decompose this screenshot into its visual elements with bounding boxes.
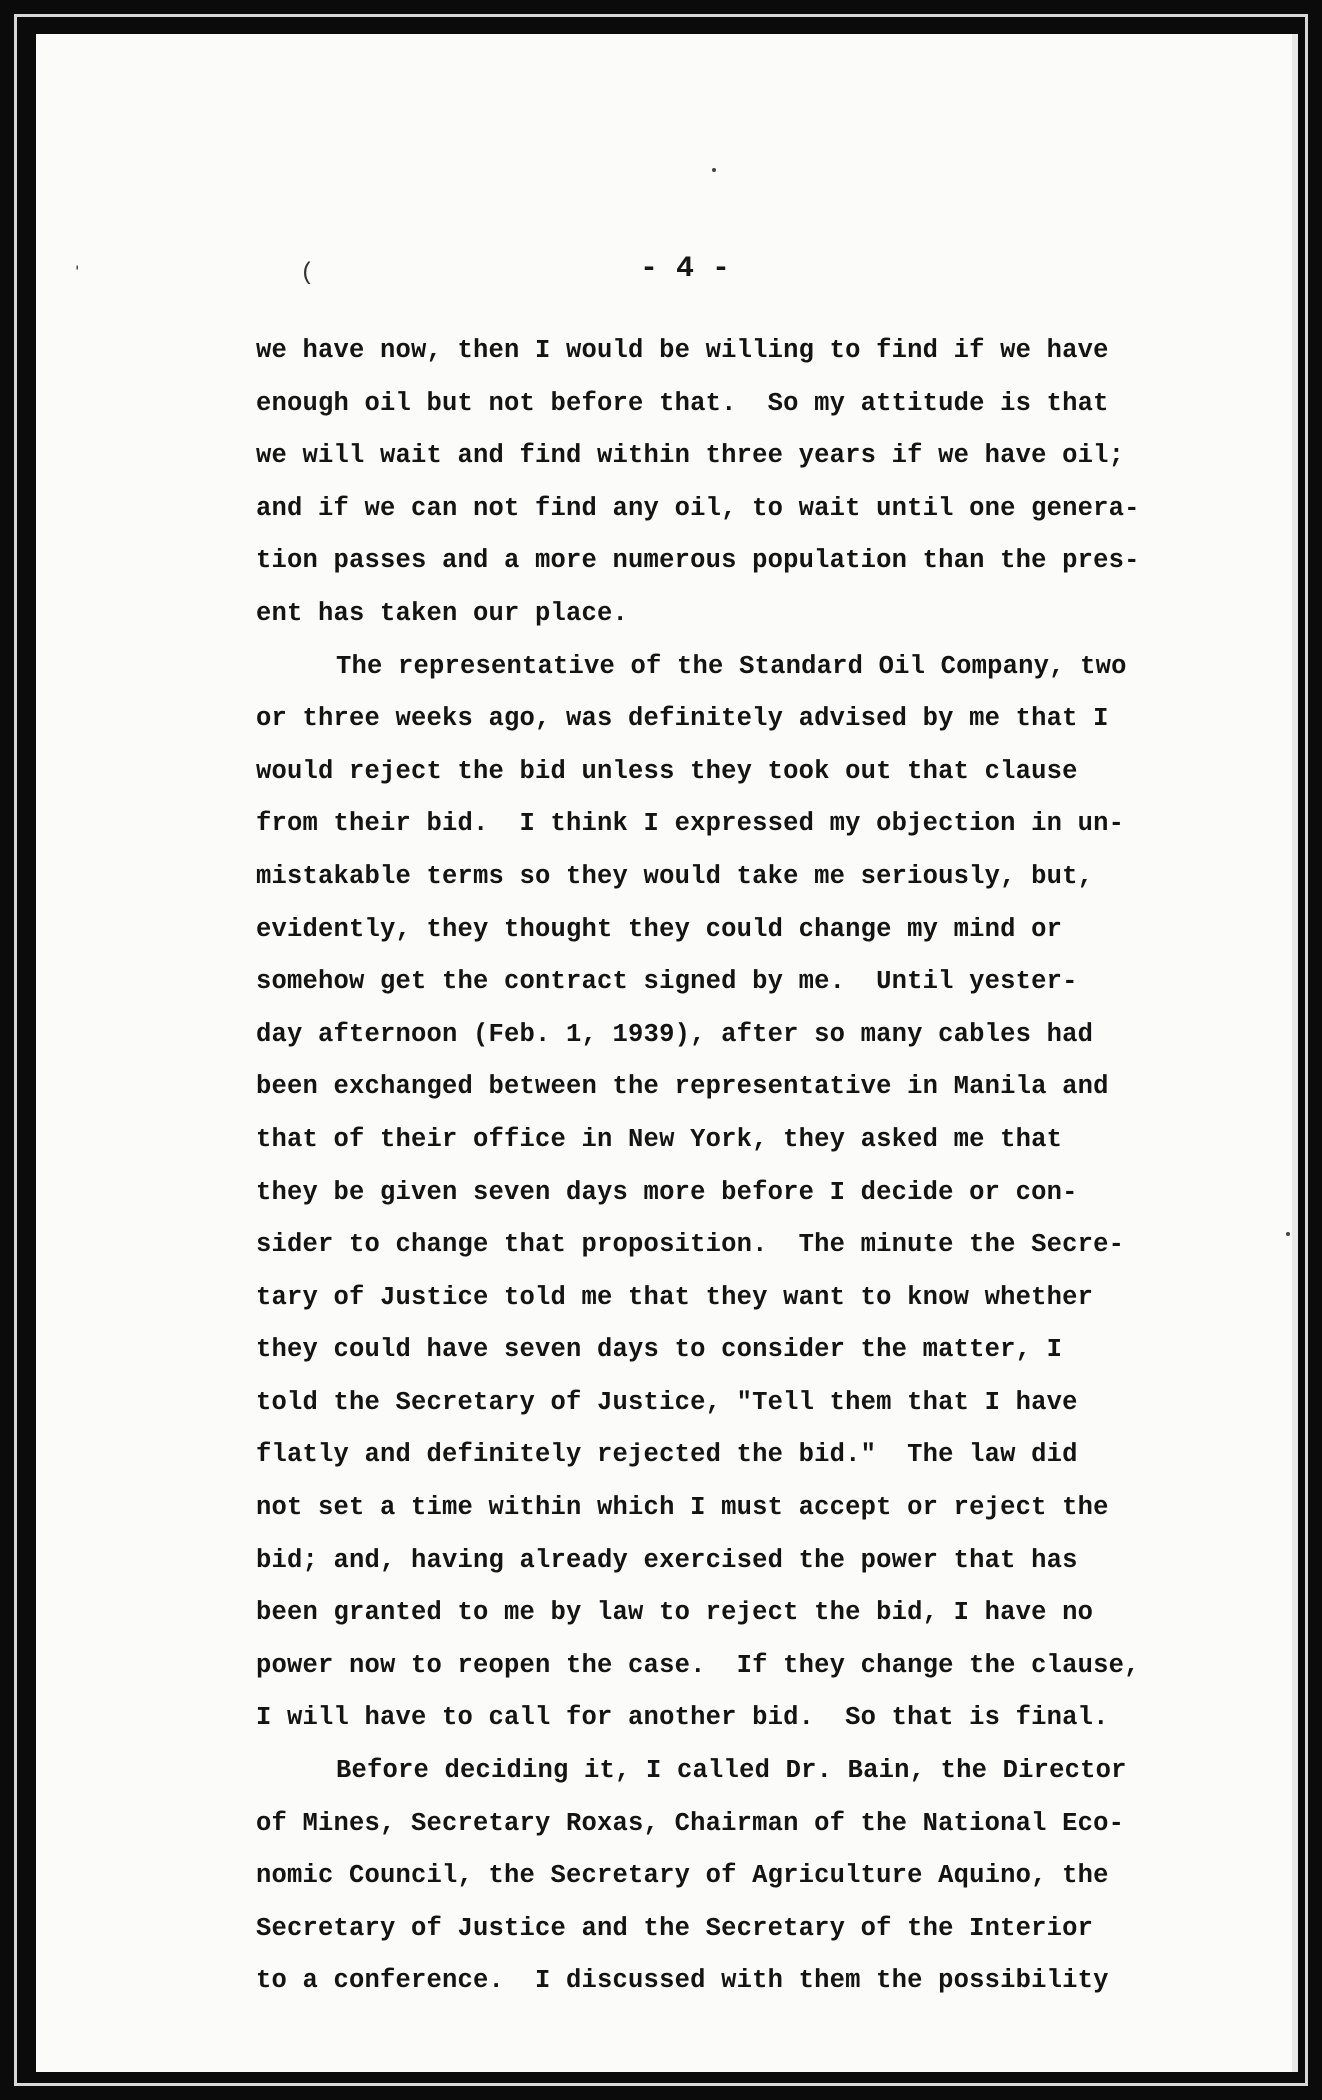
- text-line: been exchanged between the representative in Manila and: [256, 1072, 1109, 1102]
- document-body: [256, 325, 1176, 2008]
- text-line: to a conference. I discussed with them the possibility: [256, 1966, 1109, 1996]
- scan-speck: [1286, 1232, 1290, 1236]
- text-line: enough oil but not before that. So my attitude is that: [256, 388, 1109, 418]
- text-line: day afternoon (Feb. 1, 1939), after so many cables had: [256, 1019, 1094, 1049]
- text-line: or three weeks ago, was definitely advised by me that I: [256, 704, 1109, 734]
- text-line: not set a time within which I must accept or reject the: [256, 1493, 1109, 1523]
- margin-bracket: (: [300, 260, 315, 287]
- text-line: somehow get the contract signed by me. Until yester-: [256, 967, 1078, 997]
- text-line: that of their office in New York, they asked me that: [256, 1124, 1063, 1154]
- page-edge: [1292, 34, 1298, 2072]
- paragraph-first-line: we have now, then I would be willing to find if we have: [256, 336, 1109, 365]
- paragraph-first-line: Before deciding it, I called Dr. Bain, the Director: [336, 1756, 1127, 1786]
- text-line: from their bid. I think I expressed my objection in un-: [256, 809, 1125, 839]
- text-line: power now to reopen the case. If they change the clause,: [256, 1650, 1140, 1680]
- text-line: Secretary of Justice and the Secretary of the Interior: [256, 1913, 1094, 1943]
- text-line: been granted to me by law to reject the bid, I have no: [256, 1598, 1094, 1628]
- text-line: they be given seven days more before I decide or con-: [256, 1177, 1078, 1207]
- text-line: they could have seven days to consider the matter, I: [256, 1335, 1063, 1365]
- text-line: tion passes and a more numerous population than the pres-: [256, 546, 1140, 576]
- page-number: - 4 -: [640, 252, 731, 286]
- text-line: nomic Council, the Secretary of Agriculture Aquino, the: [256, 1861, 1109, 1891]
- text-line: of Mines, Secretary Roxas, Chairman of the National Eco-: [256, 1808, 1125, 1838]
- text-line: tary of Justice told me that they want to know whether: [256, 1282, 1094, 1312]
- text-line: mistakable terms so they would take me seriously, but,: [256, 861, 1094, 891]
- paragraph-first-line: The representative of the Standard Oil Company, two: [336, 651, 1127, 681]
- text-line: ent has taken our place.: [256, 598, 629, 628]
- text-line: flatly and definitely rejected the bid." The law did: [256, 1440, 1078, 1470]
- text-line: we will wait and find within three years if we have oil;: [256, 441, 1125, 471]
- text-line: bid; and, having already exercised the power that has: [256, 1545, 1078, 1575]
- scan-speck: [712, 168, 716, 172]
- text-line: sider to change that proposition. The minute the Secre-: [256, 1230, 1125, 1260]
- margin-tick: ˈ: [70, 264, 85, 291]
- text-line: evidently, they thought they could change my mind or: [256, 914, 1063, 944]
- text-line: would reject the bid unless they took out that clause: [256, 756, 1078, 786]
- text-line: and if we can not find any oil, to wait until one genera-: [256, 493, 1140, 523]
- text-line: told the Secretary of Justice, "Tell them that I have: [256, 1387, 1078, 1417]
- text-line: I will have to call for another bid. So that is final.: [256, 1703, 1109, 1733]
